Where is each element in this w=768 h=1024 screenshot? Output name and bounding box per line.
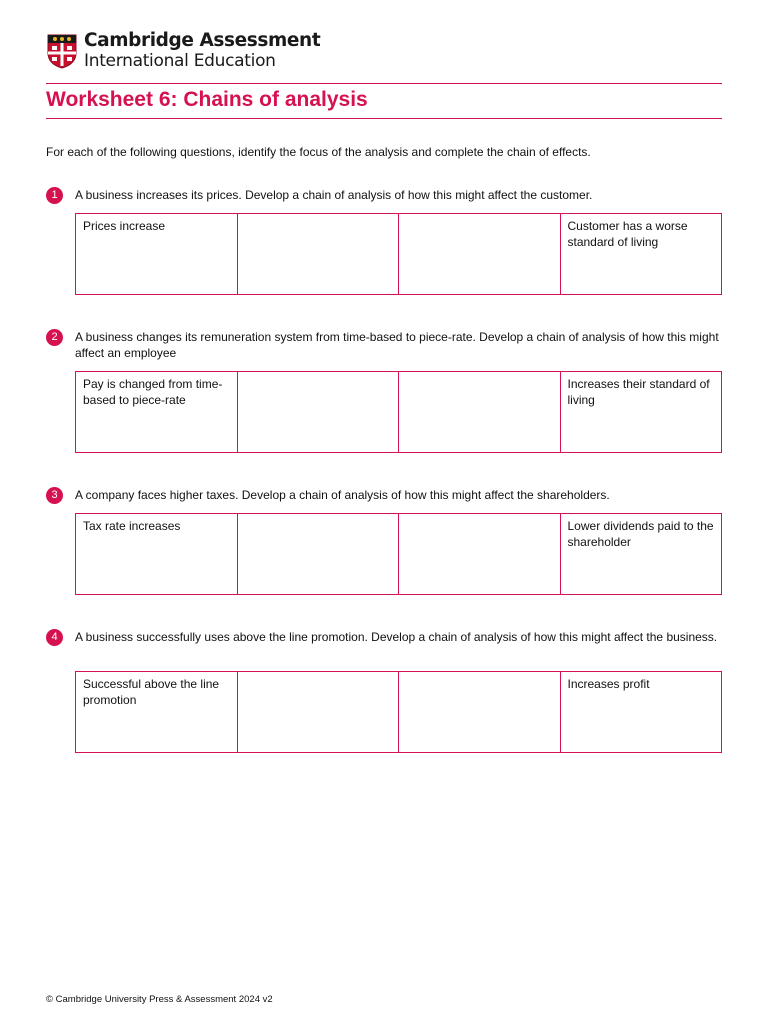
title-bottom-rule	[46, 118, 722, 119]
chain-cell-start[interactable]: Tax rate increases	[76, 514, 238, 594]
instructions: For each of the following questions, identify the focus of the analysis and complete the chain of effects.	[46, 145, 591, 159]
chain-cell-3[interactable]	[399, 214, 561, 294]
chain-cell-start[interactable]: Prices increase	[76, 214, 238, 294]
logo-title: Cambridge Assessment	[84, 30, 321, 52]
chain-cell-end[interactable]: Customer has a worse standard of living	[567, 219, 688, 249]
question-4	[46, 629, 722, 645]
chain-table-3	[75, 513, 722, 595]
chain-cell-3[interactable]	[399, 672, 561, 752]
question-number-badge: 2	[46, 329, 63, 346]
logo-subtitle: International Education	[84, 50, 276, 71]
question-text: A company faces higher taxes. Develop a chain of analysis of how this might affect the shareholders.	[75, 488, 610, 502]
chain-cell-2[interactable]	[238, 372, 400, 452]
question-number-badge: 1	[46, 187, 63, 204]
copyright-footer: © Cambridge University Press & Assessment 2024 v2	[46, 994, 273, 1005]
chain-cell-end[interactable]: Increases profit	[567, 677, 650, 691]
question-text: A business successfully uses above the line promotion. Develop a chain of analysis of how this might affect the business.	[75, 630, 718, 644]
cambridge-crest-icon	[46, 33, 78, 69]
chain-table-2	[75, 371, 722, 453]
chain-table-1	[75, 213, 722, 295]
question-3	[46, 487, 722, 503]
question-number-badge: 4	[46, 629, 63, 646]
chain-cell-2[interactable]	[238, 672, 400, 752]
page-title: Worksheet 6: Chains of analysis	[46, 88, 368, 111]
chain-cell-3[interactable]	[399, 372, 561, 452]
chain-cell-start[interactable]: Successful above the line promotion	[76, 672, 238, 752]
title-top-rule	[46, 83, 722, 84]
chain-cell-end[interactable]: Lower dividends paid to the shareholder	[567, 519, 714, 549]
question-text: A business increases its prices. Develop a chain of analysis of how this might affect the customer.	[75, 188, 593, 202]
chain-cell-2[interactable]	[238, 214, 400, 294]
cambridge-logo	[46, 32, 320, 70]
chain-cell-start[interactable]: Pay is changed from time-based to piece-rate	[76, 372, 238, 452]
chain-cell-3[interactable]	[399, 514, 561, 594]
chain-cell-end[interactable]: Increases their standard of living	[567, 377, 710, 407]
chain-table-4	[75, 671, 722, 753]
chain-cell-2[interactable]	[238, 514, 400, 594]
question-2	[46, 329, 722, 361]
question-1	[46, 187, 722, 203]
question-text: A business changes its remuneration system from time-based to piece-rate. Develop a chain of analysis of how this might affect an employee	[75, 330, 719, 360]
question-number-badge: 3	[46, 487, 63, 504]
